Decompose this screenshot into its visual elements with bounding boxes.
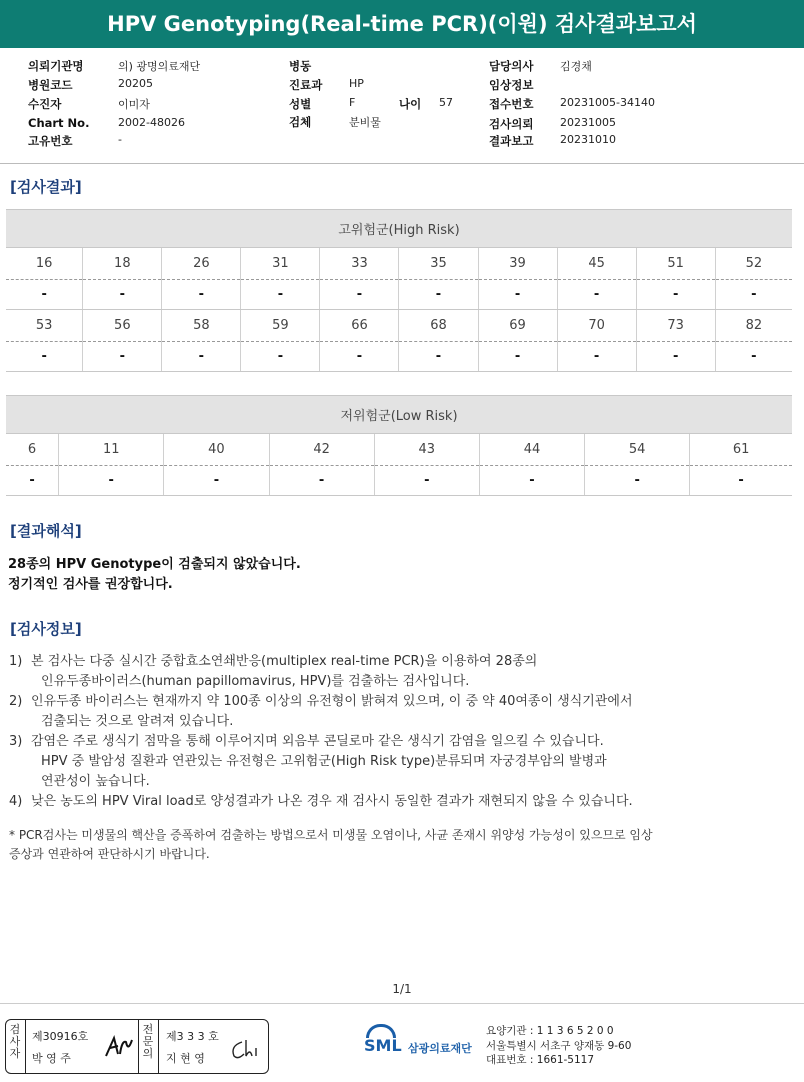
- label-report-date: 결과보고: [489, 134, 534, 148]
- high-risk-header: 고위험군(High Risk): [6, 210, 792, 248]
- hpv-type-cell: 35: [399, 248, 478, 280]
- hpv-type-cell: 66: [320, 310, 399, 342]
- hpv-result-cell: -: [6, 342, 83, 372]
- org-code: 요양기관 : 1 1 3 6 5 2 0 0: [486, 1025, 614, 1037]
- hpv-result-cell: -: [320, 342, 399, 372]
- specialist-signature: [228, 1034, 264, 1062]
- item-line: 연관성이 높습니다.: [41, 774, 150, 789]
- hpv-result-cell: -: [320, 280, 399, 310]
- label-specimen: 검체: [289, 115, 312, 129]
- interpretation-text: [8, 555, 301, 595]
- hpv-result-cell: -: [83, 280, 162, 310]
- hpv-type-cell: 42: [269, 434, 374, 466]
- hpv-result-cell: -: [269, 466, 374, 496]
- hpv-result-cell: -: [636, 280, 715, 310]
- hpv-type-cell: 51: [636, 248, 715, 280]
- logo-text: SML: [364, 1036, 402, 1055]
- hpv-result-cell: -: [478, 280, 557, 310]
- results-section-title: [검사결과]: [10, 178, 82, 196]
- low-risk-header: 저위험군(Low Risk): [6, 396, 792, 434]
- signature-box: [5, 1019, 269, 1074]
- item-number: 1): [9, 654, 23, 669]
- hpv-type-cell: 40: [164, 434, 269, 466]
- item-number: 2): [9, 694, 23, 709]
- hpv-type-cell: 11: [59, 434, 164, 466]
- value-accession-no: 20231005-34140: [560, 96, 655, 109]
- hpv-type-cell: 56: [83, 310, 162, 342]
- footnote-line-1: * PCR검사는 미생물의 핵산을 증폭하여 검출하는 방법으로서 미생물 오염이나, 사균 존재시 위양성 가능성이 있으므로 임상: [9, 828, 653, 842]
- hpv-type-cell: 45: [557, 248, 636, 280]
- value-unique-no: -: [118, 133, 122, 146]
- item-line: 검출되는 것으로 알려져 있습니다.: [41, 714, 234, 729]
- value-request-date: 20231005: [560, 116, 616, 129]
- hpv-type-cell: 39: [478, 248, 557, 280]
- footer: [0, 1003, 804, 1082]
- interpretation-line-1: 28종의 HPV Genotype이 검출되지 않았습니다.: [8, 557, 301, 572]
- label-referring-institution: 의뢰기관명: [28, 59, 84, 73]
- item-number: 3): [9, 734, 23, 749]
- hpv-type-cell: 58: [162, 310, 241, 342]
- hpv-result-cell: -: [241, 280, 320, 310]
- test-info-item: [9, 792, 789, 812]
- label-accession-no: 접수번호: [489, 97, 534, 111]
- hpv-result-cell: -: [164, 466, 269, 496]
- interpretation-title: [결과해석]: [10, 522, 82, 540]
- tester-name: 박 영 주: [32, 1052, 71, 1065]
- item-line: 낮은 농도의 HPV Viral load로 양성결과가 나온 경우 재 검사시 동일한 결과가 재현되지 않을 수 있습니다.: [31, 794, 633, 809]
- hpv-type-cell: 26: [162, 248, 241, 280]
- hpv-result-cell: -: [478, 342, 557, 372]
- label-clinical-info: 임상정보: [489, 78, 534, 92]
- item-line: 감염은 주로 생식기 점막을 통해 이루어지며 외음부 콘딜로마 같은 생식기 감염을 일으킬 수 있습니다.: [31, 734, 604, 749]
- tester-license: 제30916호: [32, 1030, 89, 1043]
- hpv-type-cell: 54: [585, 434, 690, 466]
- hpv-type-cell: 18: [83, 248, 162, 280]
- footnote: [9, 826, 789, 864]
- test-info-item: [9, 692, 789, 732]
- value-specimen: 분비물: [349, 116, 381, 129]
- hpv-result-cell: -: [374, 466, 479, 496]
- hpv-type-cell: 70: [557, 310, 636, 342]
- item-line: 인유두종 바이러스는 현재까지 약 100종 이상의 유전형이 밝혀져 있으며, 이 중 약 40여종이 생식기관에서: [31, 694, 633, 709]
- value-chart-no: 2002-48026: [118, 116, 185, 129]
- hpv-type-cell: 82: [715, 310, 792, 342]
- hpv-type-cell: 73: [636, 310, 715, 342]
- label-patient-name: 수진자: [28, 97, 62, 111]
- tester-signature: [102, 1032, 136, 1062]
- hpv-result-cell: -: [715, 342, 792, 372]
- specialist-name: 지 현 영: [166, 1052, 205, 1065]
- hpv-result-cell: -: [557, 280, 636, 310]
- hpv-type-cell: 44: [479, 434, 584, 466]
- hpv-result-cell: -: [83, 342, 162, 372]
- hpv-result-cell: -: [715, 280, 792, 310]
- hpv-result-cell: -: [690, 466, 792, 496]
- hpv-type-cell: 53: [6, 310, 83, 342]
- item-line: 본 검사는 다중 실시간 중합효소연쇄반응(multiplex real-time PCR)을 이용하여 28종의: [31, 654, 538, 669]
- item-line: 인유두종바이러스(human papillomavirus, HPV)를 검출하는 검사입니다.: [41, 674, 470, 689]
- org-phone: 대표번호 : 1661-5117: [486, 1054, 595, 1066]
- value-report-date: 20231010: [560, 133, 616, 146]
- hpv-result-cell: -: [636, 342, 715, 372]
- label-age: 나이: [399, 97, 422, 111]
- page-number: 1/1: [392, 982, 412, 996]
- label-request-date: 검사의뢰: [489, 117, 534, 131]
- hpv-type-cell: 16: [6, 248, 83, 280]
- hpv-type-cell: 61: [690, 434, 792, 466]
- hpv-result-cell: -: [585, 466, 690, 496]
- low-risk-table: [6, 395, 792, 496]
- hpv-result-cell: -: [162, 280, 241, 310]
- value-sex: F: [349, 96, 356, 109]
- high-risk-table: [6, 209, 792, 372]
- hpv-type-cell: 69: [478, 310, 557, 342]
- label-hospital-code: 병원코드: [28, 78, 73, 92]
- patient-info: [0, 48, 804, 164]
- org-address: 서울특별시 서초구 양재동 9-60: [486, 1039, 632, 1052]
- hpv-result-cell: -: [557, 342, 636, 372]
- item-number: 4): [9, 794, 23, 809]
- tester-label: 검 사 자: [9, 1023, 21, 1060]
- value-patient-name: 이미자: [118, 98, 150, 111]
- test-info-item: [9, 652, 789, 692]
- label-unique-no: 고유번호: [28, 134, 73, 148]
- hpv-result-cell: -: [241, 342, 320, 372]
- specialist-license: 제3 3 3 호: [166, 1030, 219, 1043]
- hpv-type-cell: 52: [715, 248, 792, 280]
- hpv-result-cell: -: [6, 280, 83, 310]
- value-department: HP: [349, 77, 364, 90]
- value-age: 57: [439, 96, 453, 109]
- item-line: HPV 중 발암성 질환과 연관있는 유전형은 고위험군(High Risk type)분류되며 자궁경부암의 발병과: [41, 754, 607, 769]
- label-chart-no: Chart No.: [28, 116, 90, 130]
- org-address-block: [486, 1024, 631, 1068]
- hpv-type-cell: 31: [241, 248, 320, 280]
- hpv-type-cell: 33: [320, 248, 399, 280]
- hpv-result-cell: -: [479, 466, 584, 496]
- label-department: 진료과: [289, 78, 323, 92]
- hpv-result-cell: -: [399, 342, 478, 372]
- interpretation-line-2: 정기적인 검사를 권장합니다.: [8, 577, 173, 592]
- label-physician: 담당의사: [489, 59, 534, 73]
- hpv-type-cell: 43: [374, 434, 479, 466]
- hpv-type-cell: 68: [399, 310, 478, 342]
- label-ward: 병동: [289, 59, 312, 73]
- value-physician: 김경채: [560, 60, 592, 73]
- label-sex: 성별: [289, 97, 312, 111]
- org-name: 삼광의료재단: [408, 1042, 472, 1055]
- footnote-line-2: 증상과 연관하여 판단하시기 바랍니다.: [9, 847, 210, 861]
- hpv-result-cell: -: [162, 342, 241, 372]
- report-title: HPV Genotyping(Real-time PCR)(이원) 검사결과보고서: [0, 0, 804, 48]
- specialist-label: 전 문 의: [142, 1023, 154, 1060]
- hpv-result-cell: -: [6, 466, 59, 496]
- value-referring-institution: 의) 광명의료재단: [118, 60, 201, 73]
- test-info-item: [9, 732, 789, 792]
- hpv-result-cell: -: [399, 280, 478, 310]
- hpv-type-cell: 59: [241, 310, 320, 342]
- hpv-type-cell: 6: [6, 434, 59, 466]
- value-hospital-code: 20205: [118, 77, 153, 90]
- test-info-title: [검사정보]: [10, 620, 82, 638]
- test-info-list: [9, 652, 789, 812]
- hpv-result-cell: -: [59, 466, 164, 496]
